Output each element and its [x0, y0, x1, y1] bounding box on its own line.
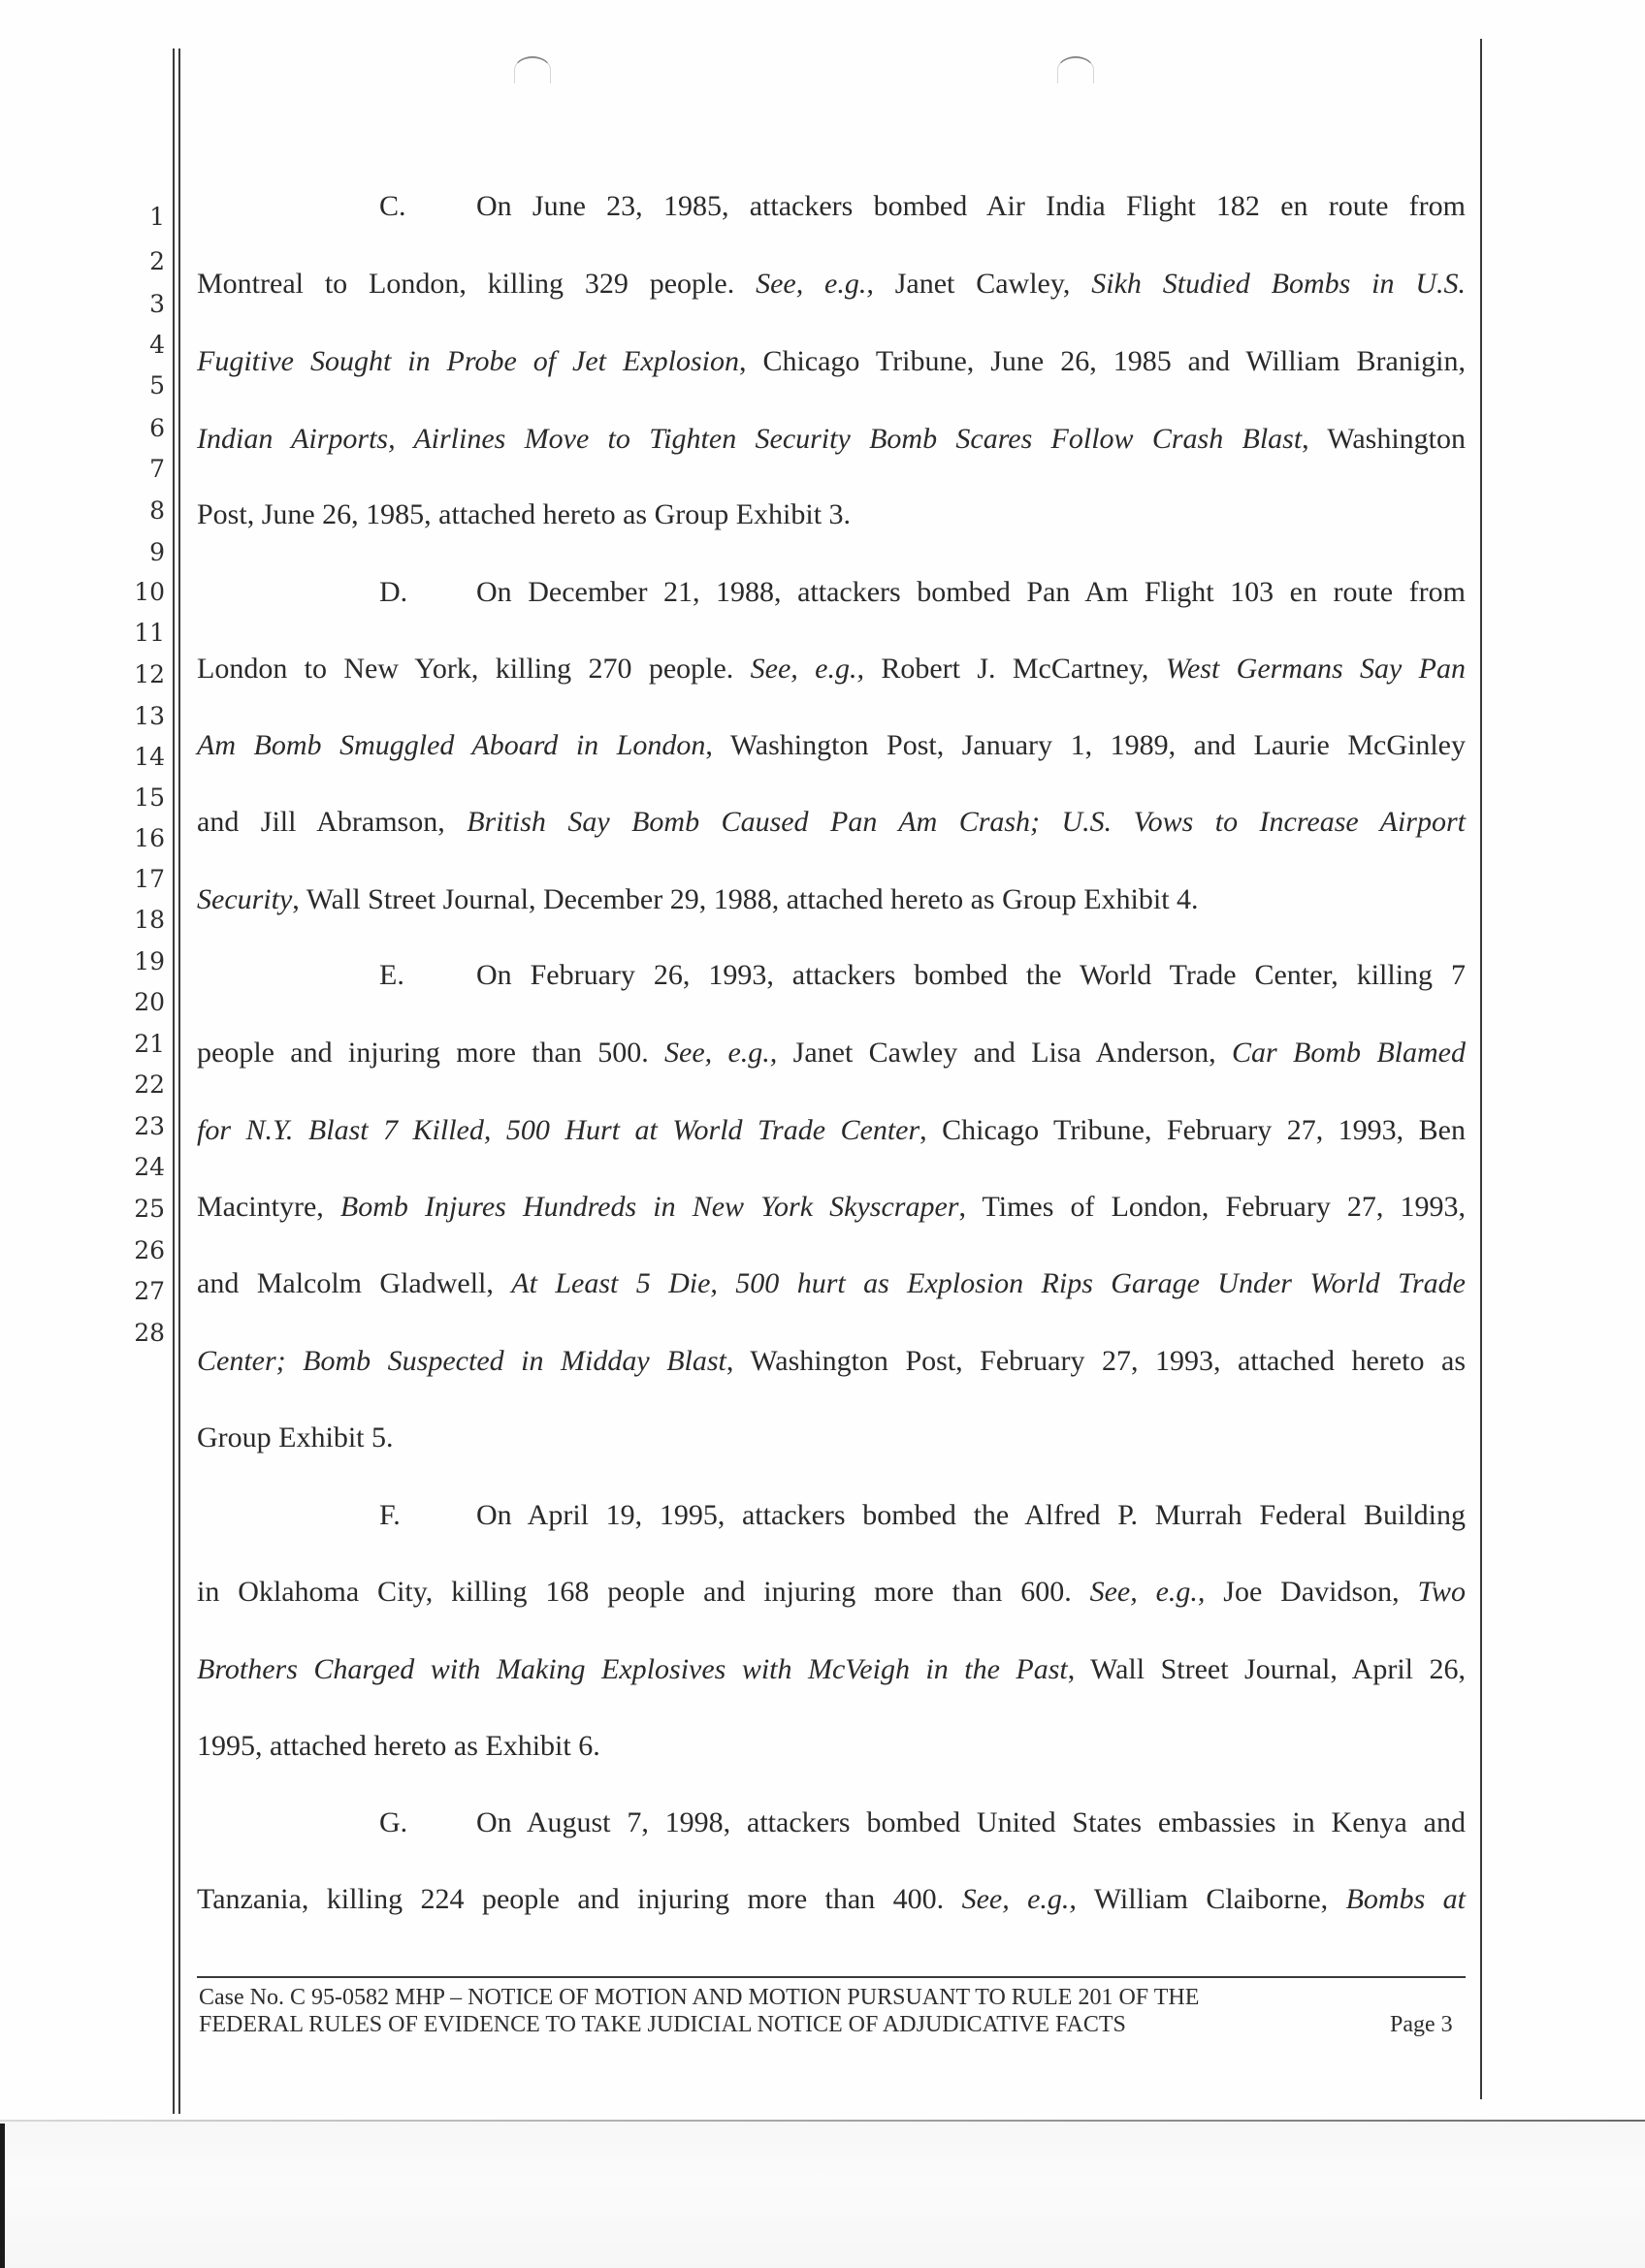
paragraph-line [197, 1421, 1466, 1455]
line-number: 22 [134, 1070, 165, 1099]
text-run: On February 26, 1993, attackers bombed the World Trade Center, killing 7 [476, 959, 1466, 991]
underlying-page [0, 2122, 1645, 2268]
line-number: 28 [134, 1319, 165, 1347]
text-run: , Washington Post, February 27, 1993, attached hereto as [726, 1345, 1466, 1377]
page-number: Page 3 [1390, 2012, 1453, 2037]
text-run: , Wall Street Journal, April 26, [1067, 1653, 1466, 1685]
line-number: 2 [149, 247, 165, 275]
citation-title: At Least 5 Die, 500 hurt as Explosion Rips Garage Under World Trade [511, 1267, 1466, 1299]
line-number: 19 [134, 947, 165, 975]
line-number: 21 [134, 1030, 165, 1058]
line-number: 23 [134, 1112, 165, 1140]
line-number: 11 [134, 619, 165, 647]
paragraph-line [197, 1882, 1466, 1917]
text-run: Montreal to London, killing 329 people. [197, 268, 757, 300]
citation-title: Fugitive Sought in Probe of Jet Explosion [197, 345, 739, 377]
paragraph-line [197, 1344, 1466, 1379]
paragraph-line [197, 1113, 1466, 1148]
text-run: , Chicago Tribune, February 27, 1993, Ben [919, 1114, 1466, 1146]
line-number: 5 [149, 371, 165, 399]
text-run: Post, June 26, 1985, attached hereto as Group Exhibit 3. [197, 498, 852, 530]
line-number: 26 [134, 1236, 165, 1264]
paragraph-first-line [379, 1498, 1466, 1533]
paragraph-line [197, 882, 1466, 917]
punch-hole-mark [514, 56, 551, 83]
text-run: in Oklahoma City, killing 168 people and injuring more than 600. [197, 1576, 1090, 1608]
citation-title: See, e.g., [1089, 1576, 1206, 1608]
line-number: 3 [149, 290, 165, 318]
paragraph-line [197, 1729, 1466, 1764]
paragraph-line [197, 344, 1466, 379]
paragraph-line [197, 422, 1466, 457]
footer-caption-line-2: FEDERAL RULES OF EVIDENCE TO TAKE JUDICIAL NOTICE OF ADJUDICATIVE FACTS [199, 2012, 1126, 2037]
paragraph-line [197, 1652, 1466, 1687]
scanner-edge [0, 2124, 5, 2268]
text-run: Macintyre, [197, 1191, 340, 1223]
paragraph-line [197, 1575, 1466, 1610]
line-number: 25 [134, 1195, 165, 1223]
left-margin-rule [178, 48, 180, 2114]
left-margin-rule [173, 48, 175, 2114]
line-number: 1 [149, 203, 165, 231]
line-number: 10 [134, 578, 165, 606]
text-run: Janet Cawley, [873, 268, 1092, 300]
line-number: 4 [149, 331, 165, 359]
text-run: and Jill Abramson, [197, 806, 468, 838]
paragraph-letter: D. [379, 576, 408, 608]
paragraph-letter: G. [379, 1806, 408, 1838]
text-run: Robert J. McCartney, [863, 653, 1166, 685]
punch-hole-mark [1057, 56, 1094, 83]
citation-title: Indian Airports, Airlines Move to Tighten Security Bomb Scares Follow Crash Blast [197, 423, 1303, 455]
line-number: 14 [134, 743, 165, 771]
paragraph-line [197, 1266, 1466, 1301]
line-number: 20 [134, 988, 165, 1016]
paragraph-line [197, 1190, 1466, 1225]
line-number: 7 [149, 455, 165, 483]
citation-title: Am Bomb Smuggled Aboard in London [197, 729, 706, 761]
text-run: On April 19, 1995, attackers bombed the Alfred P. Murrah Federal Building [476, 1499, 1466, 1531]
citation-title: Bomb Injures Hundreds in New York Skyscraper [339, 1191, 959, 1223]
text-run: , Times of London, February 27, 1993, [958, 1191, 1467, 1223]
text-run: , Wall Street Journal, December 29, 1988, attached hereto as Group Exhibit 4. [292, 883, 1199, 915]
citation-title: West Germans Say Pan [1165, 653, 1467, 685]
line-number: 13 [134, 702, 165, 730]
text-run: , Washington [1302, 423, 1466, 455]
citation-title: Two [1417, 1576, 1466, 1608]
text-run: , Washington Post, January 1, 1989, and Laurie McGinley [705, 729, 1466, 761]
paragraph-line [197, 1036, 1466, 1070]
citation-title: See, e.g., [750, 653, 864, 685]
line-number: 16 [134, 824, 165, 852]
right-margin-rule [1480, 39, 1482, 2099]
citation-title: Sikh Studied Bombs in U.S. [1091, 268, 1466, 300]
text-run: On August 7, 1998, attackers bombed United States embassies in Kenya and [476, 1806, 1466, 1838]
text-run: William Claiborne, [1076, 1883, 1346, 1915]
text-run: Tanzania, killing 224 people and injuring more than 400. [197, 1883, 962, 1915]
paragraph-line [197, 652, 1466, 687]
citation-title: for N.Y. Blast 7 Killed, 500 Hurt at World Trade Center [197, 1114, 920, 1146]
line-number: 27 [134, 1277, 165, 1305]
line-number: 6 [149, 414, 165, 442]
paragraph-letter: F. [379, 1499, 401, 1531]
paragraph-line [197, 497, 1466, 532]
line-number: 15 [134, 783, 165, 812]
paragraph-line [197, 267, 1466, 302]
text-run: On December 21, 1988, attackers bombed Pan Am Flight 103 en route from [476, 576, 1466, 608]
citation-title: See, e.g., [756, 268, 874, 300]
line-number: 24 [134, 1153, 165, 1181]
citation-title: Security [197, 883, 293, 915]
line-number: 17 [134, 865, 165, 893]
citation-title: Car Bomb Blamed [1232, 1037, 1466, 1069]
paragraph-first-line [379, 958, 1466, 993]
citation-title: British Say Bomb Caused Pan Am Crash; U.S. Vows to Increase Airport [467, 806, 1466, 838]
footer-caption-line-1: Case No. C 95-0582 MHP – NOTICE OF MOTION AND MOTION PURSUANT TO RULE 201 OF THE [199, 1985, 1200, 2010]
text-run: Group Exhibit 5. [197, 1421, 394, 1453]
line-number: 9 [149, 538, 165, 566]
text-run: , Chicago Tribune, June 26, 1985 and William Branigin, [738, 345, 1466, 377]
text-run: and Malcolm Gladwell, [197, 1267, 512, 1299]
text-run: On June 23, 1985, attackers bombed Air India Flight 182 en route from [476, 190, 1466, 222]
line-number: 18 [134, 906, 165, 934]
text-run: people and injuring more than 500. [197, 1037, 665, 1069]
paragraph-first-line [379, 1805, 1466, 1840]
footer-divider [197, 1976, 1466, 1978]
text-run: Joe Davidson, [1205, 1576, 1418, 1608]
paragraph-first-line [379, 189, 1466, 224]
footer-caption [199, 1984, 1411, 2038]
text-run: London to New York, killing 270 people. [197, 653, 751, 685]
citation-title: Brothers Charged with Making Explosives with McVeigh in the Past [197, 1653, 1068, 1685]
paragraph-line [197, 728, 1466, 763]
paragraph-letter: C. [379, 190, 406, 222]
paragraph-first-line [379, 575, 1466, 610]
text-run: 1995, attached hereto as Exhibit 6. [197, 1730, 600, 1762]
citation-title: See, e.g., [961, 1883, 1077, 1915]
line-number: 12 [134, 660, 165, 688]
citation-title: Bombs at [1345, 1883, 1467, 1915]
paragraph-letter: E. [379, 959, 404, 991]
text-run: Janet Cawley and Lisa Anderson, [777, 1037, 1233, 1069]
paragraph-line [197, 805, 1466, 840]
citation-title: Center; Bomb Suspected in Midday Blast [197, 1345, 726, 1377]
citation-title: See, e.g., [664, 1037, 778, 1069]
line-number: 8 [149, 496, 165, 525]
